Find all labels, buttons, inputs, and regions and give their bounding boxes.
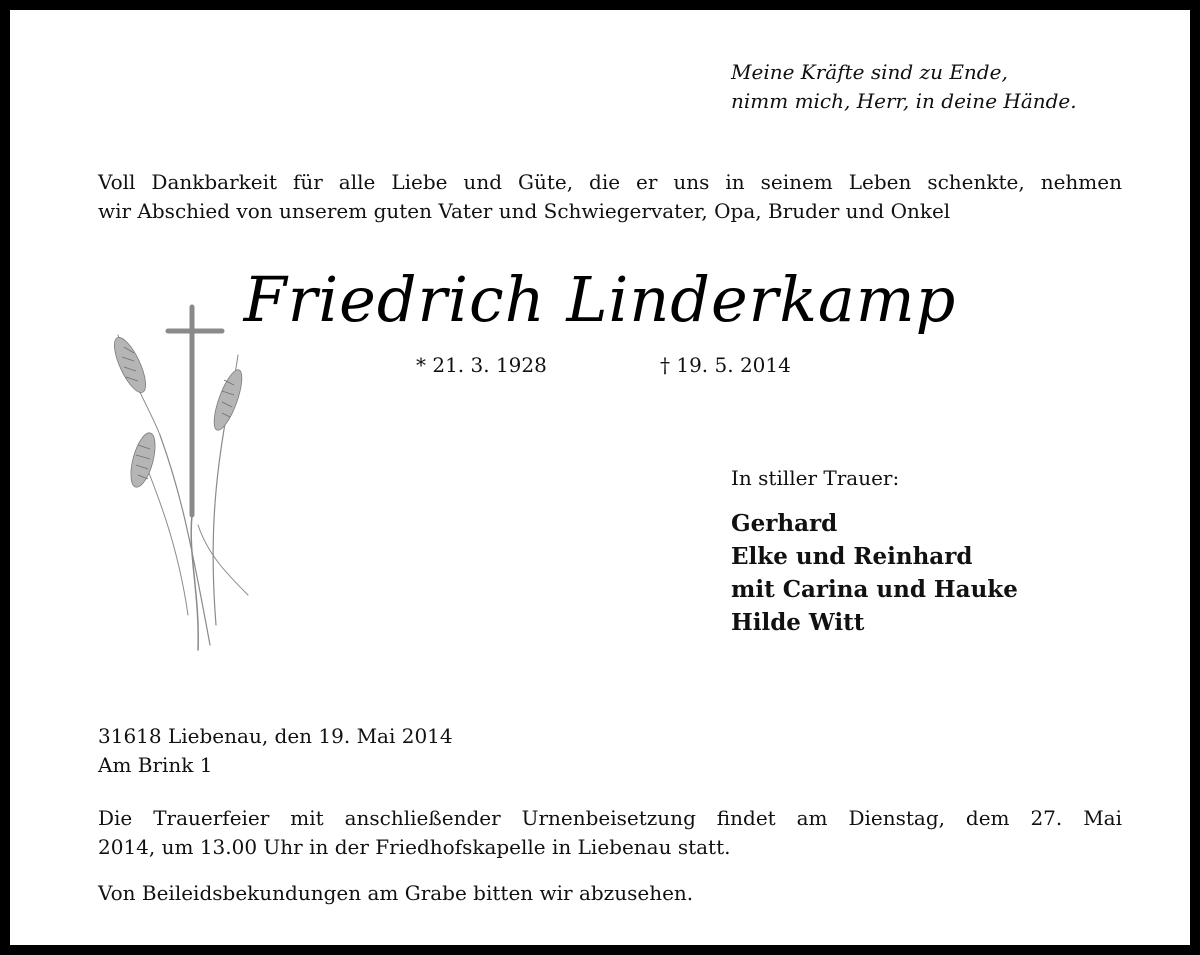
mourner-name: Elke und Reinhard xyxy=(731,543,973,570)
deceased-name xyxy=(10,260,1190,340)
service-line-1: Die Trauerfeier mit anschließender Urnenbeisetzung findet am Dienstag, dem 27. Mai xyxy=(98,806,1122,830)
intro-text xyxy=(98,168,1122,226)
verse-line-2: nimm mich, Herr, in deine Hände. xyxy=(731,89,1077,113)
intro-line-2: wir Abschied von unserem guten Vater und Schwiegervater, Opa, Bruder und Onkel xyxy=(98,199,951,223)
address-line-1: 31618 Liebenau, den 19. Mai 2014 xyxy=(98,724,453,748)
intro-line-1: Voll Dankbarkeit für alle Liebe und Güte, die er uns in seinem Leben schenkte, nehmen xyxy=(98,170,1122,194)
mourner-name: mit Carina und Hauke xyxy=(731,576,1018,603)
death-date: † 19. 5. 2014 xyxy=(660,353,791,377)
deceased-name-text: Friedrich Linderkamp xyxy=(243,263,957,336)
service-info xyxy=(98,804,1122,862)
address-line-2: Am Brink 1 xyxy=(98,753,213,777)
verse xyxy=(731,58,1077,116)
mourner-name: Hilde Witt xyxy=(731,609,865,636)
mourner-name: Gerhard xyxy=(731,510,838,537)
service-line-2: 2014, um 13.00 Uhr in der Friedhofskapelle in Liebenau statt. xyxy=(98,835,731,859)
mourning-heading: In stiller Trauer: xyxy=(731,466,900,490)
closing-note: Von Beileidsbekundungen am Grabe bitten wir abzusehen. xyxy=(98,881,694,905)
birth-date: * 21. 3. 1928 xyxy=(416,353,547,377)
address xyxy=(98,722,453,780)
cross-with-wheat-icon xyxy=(88,295,263,660)
mourner-list xyxy=(731,507,1018,639)
verse-line-1: Meine Kräfte sind zu Ende, xyxy=(731,60,1008,84)
